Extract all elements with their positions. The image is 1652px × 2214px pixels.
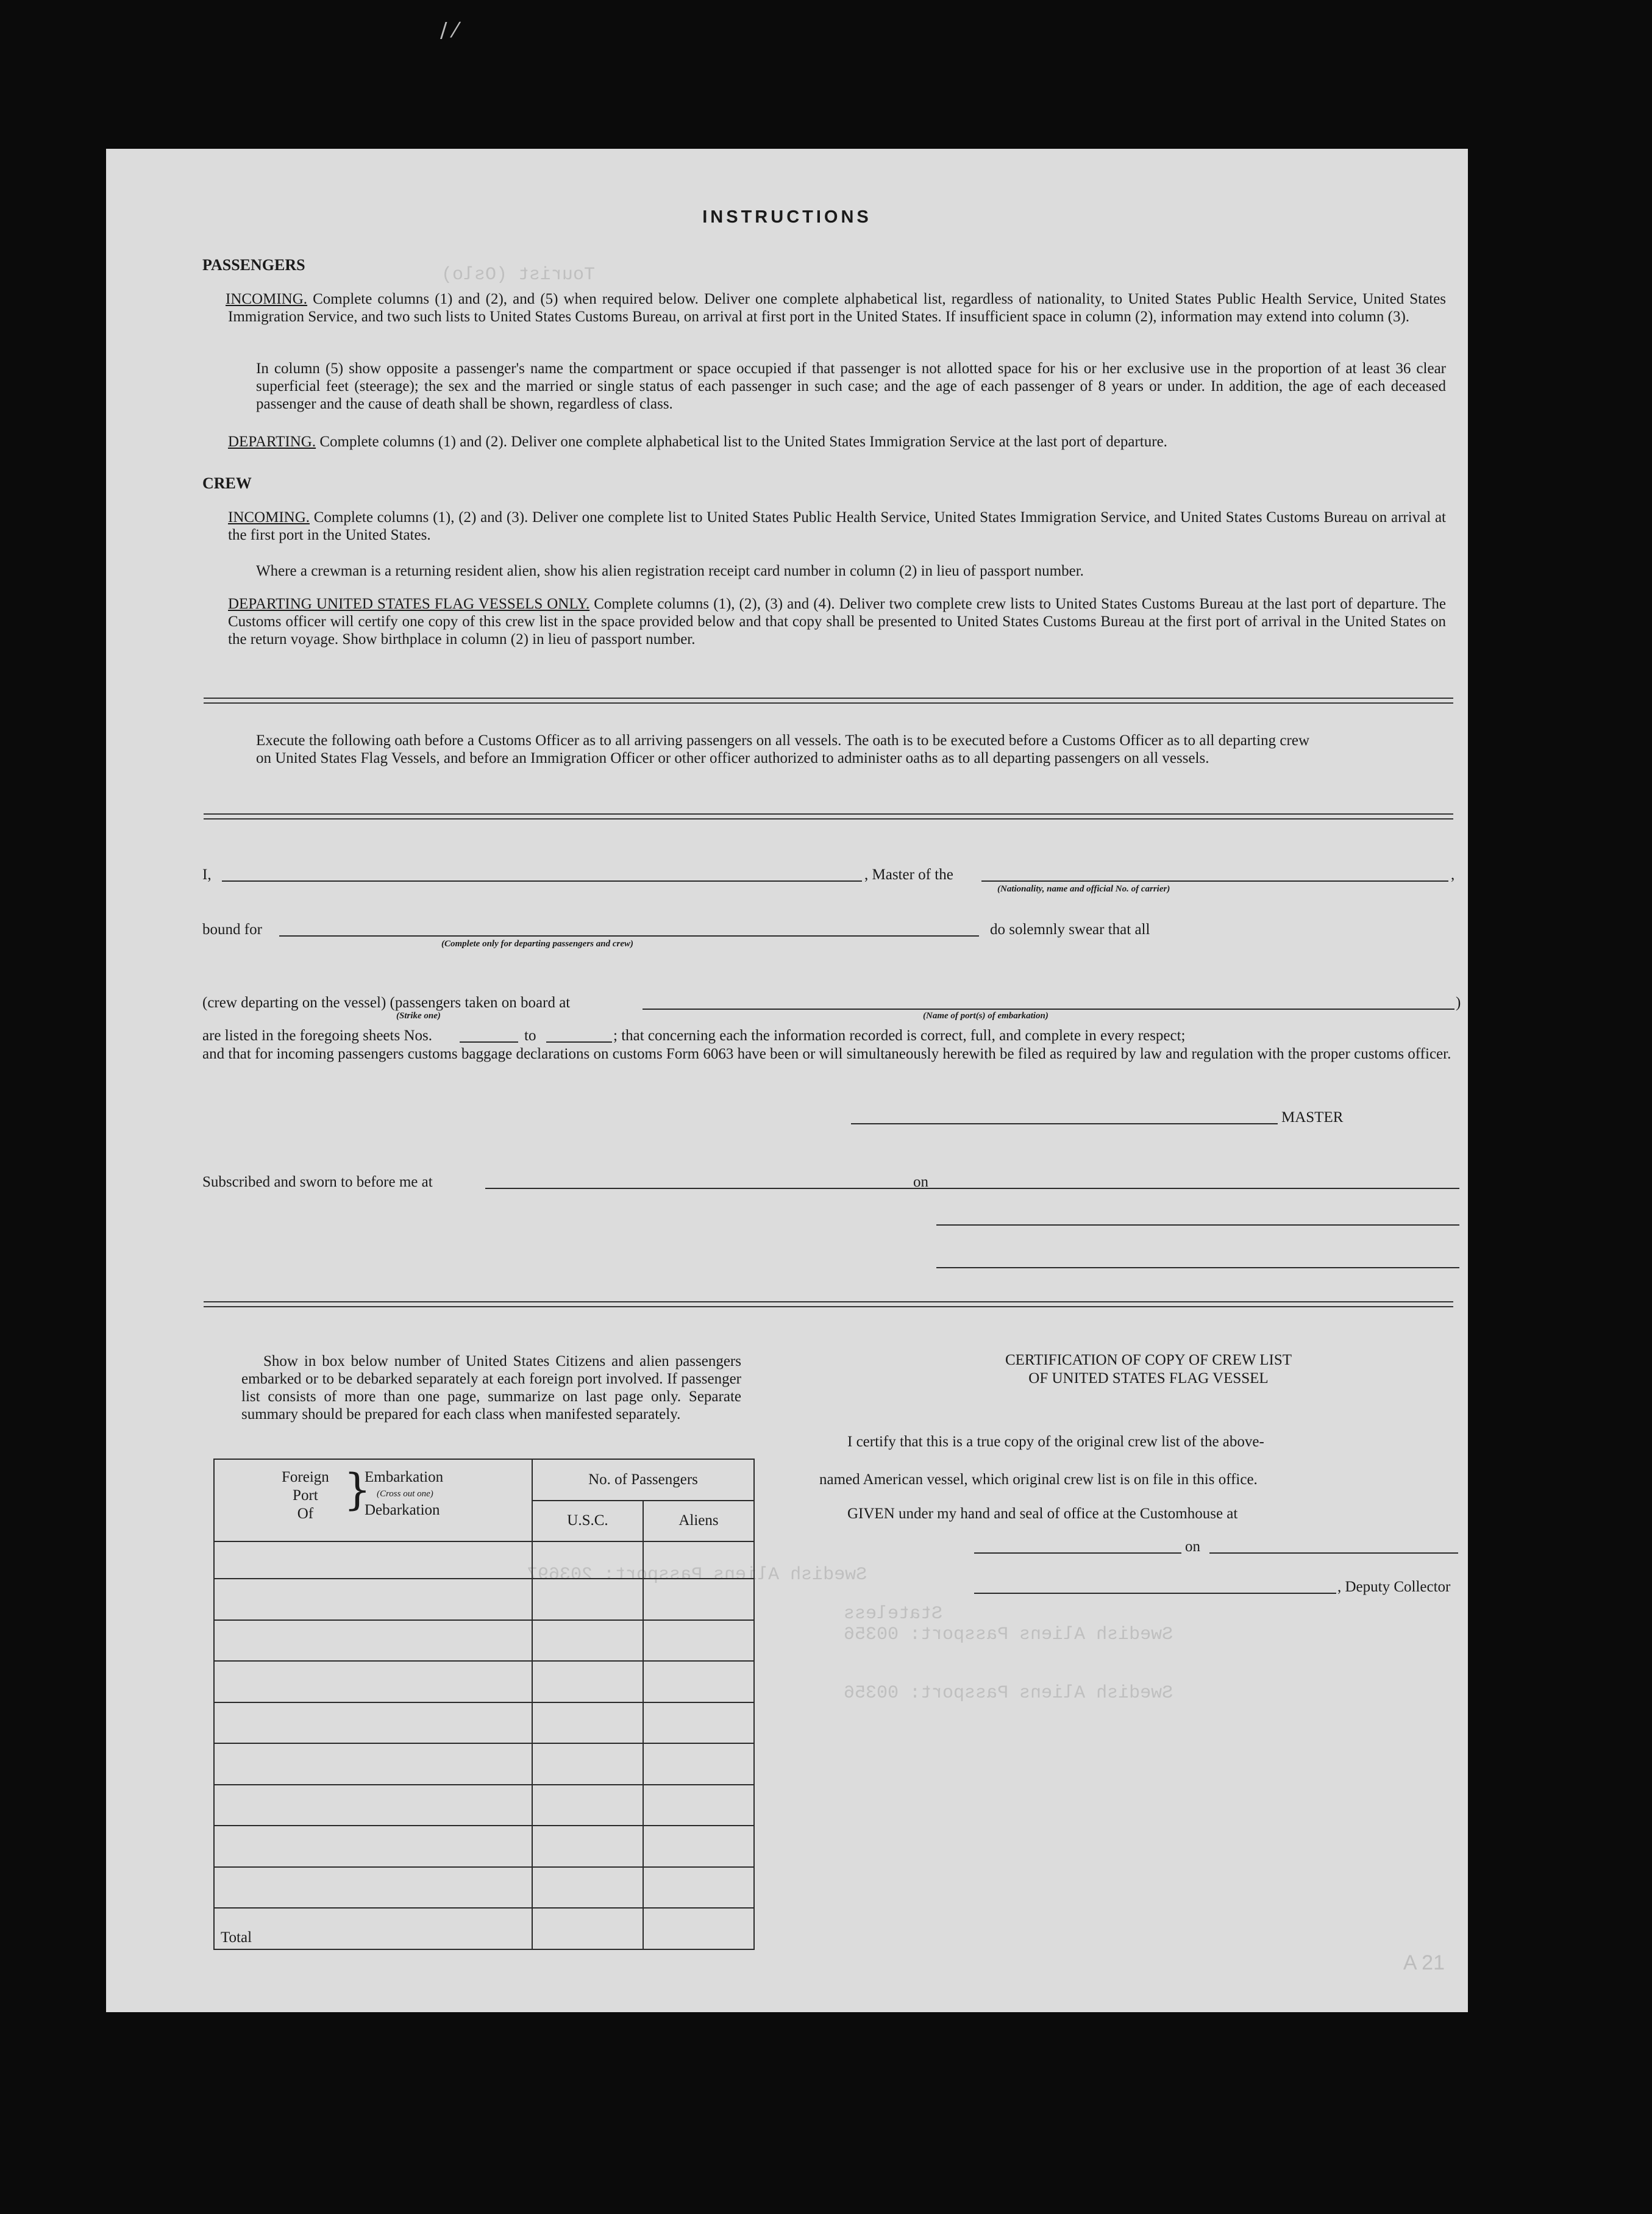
certification-heading-1: CERTIFICATION OF COPY OF CREW LIST xyxy=(1005,1352,1292,1368)
crew-departing-text: Complete columns (1), (2), (3) and (4). Deliver two complete crew lists to United States Customs Bureau at the last port of departure. The Customs officer will certify one copy of this crew list in the space provided below and that copy shall be presented to United States Customs Bureau at the first port of arrival in the United States on the return voyage. Show birthplace in column (2) in lieu of passport number. xyxy=(228,596,1447,648)
aliens-cell[interactable] xyxy=(643,1541,754,1579)
deputy-collector-signature-field[interactable] xyxy=(974,1593,1336,1594)
cross-out-caption: (Cross out one) xyxy=(377,1489,433,1499)
certify-line-1: I certify that this is a true copy of the original crew list of the above- xyxy=(847,1434,1264,1450)
officer-signature-field[interactable] xyxy=(936,1224,1459,1226)
carrier-caption: (Nationality, name and official No. of carrier) xyxy=(997,884,1170,894)
master-of-label: , Master of the xyxy=(864,866,953,883)
oath-i-label: I, xyxy=(202,866,212,883)
swear-text: do solemnly swear that all xyxy=(990,921,1150,938)
usc-cell[interactable] xyxy=(532,1541,643,1579)
sheet-to-field[interactable] xyxy=(546,1041,612,1043)
aliens-cell[interactable] xyxy=(643,1579,754,1620)
subscribed-label: Subscribed and sworn to before me at xyxy=(202,1174,433,1190)
bleed-through-text: Swedish Aliens Passport: 00356 xyxy=(844,1683,1173,1704)
aliens-cell[interactable] xyxy=(643,1661,754,1702)
master-label: MASTER xyxy=(1281,1109,1344,1126)
usc-cell[interactable] xyxy=(532,1867,643,1909)
passengers-incoming-paragraph xyxy=(228,290,1446,326)
declaration-text: and that for incoming passengers customs baggage declarations on customs Form 6063 have been or will simultaneously herewith be filed as required by law and regulation with the proper customs officer. xyxy=(202,1046,1451,1062)
usc-cell[interactable] xyxy=(532,1620,643,1662)
customhouse-field[interactable] xyxy=(974,1552,1181,1554)
crew-incoming-text: Complete columns (1), (2) and (3). Deliver one complete list to United States Public Health Service, United States Immigration Service, and United States Customs Bureau on arrival at the first port in the United States. xyxy=(228,509,1447,543)
certification-date-field[interactable] xyxy=(1209,1552,1458,1554)
usc-header: U.S.C. xyxy=(532,1501,643,1542)
debarkation-label: Debarkation xyxy=(365,1502,440,1518)
usc-cell[interactable] xyxy=(532,1743,643,1785)
port-label: Port xyxy=(293,1487,318,1504)
aliens-cell[interactable] xyxy=(643,1743,754,1785)
sheets-label: are listed in the foregoing sheets Nos. xyxy=(202,1027,432,1044)
embarkation-port-field[interactable] xyxy=(643,1009,1454,1010)
crew-heading: CREW xyxy=(202,474,252,492)
bleed-through-text: Swedish Aliens Passport: 00356 xyxy=(844,1624,1173,1645)
sheet-from-field[interactable] xyxy=(460,1041,518,1043)
bleed-through-text: Tourist (Oslo) xyxy=(441,265,596,285)
passengers-departing-text: Complete columns (1) and (2). Deliver one complete alphabetical list to the United States Immigration Service at the last port of departure. xyxy=(319,434,1167,450)
certify-line-2: named American vessel, which original crew list is on file in this office. xyxy=(819,1471,1258,1488)
aliens-cell[interactable] xyxy=(643,1785,754,1826)
embarkation-caption: (Name of port(s) of embarkation) xyxy=(923,1011,1049,1021)
usc-cell[interactable] xyxy=(532,1826,643,1867)
deputy-collector-label: , Deputy Collector xyxy=(1337,1579,1451,1595)
no-of-passengers-header: No. of Passengers xyxy=(532,1459,754,1501)
scan-mark: / ⁄ xyxy=(440,18,457,43)
port-cell[interactable] xyxy=(214,1826,532,1867)
sheets-text: ; that concerning each the information recorded is correct, full, and complete in every respect; xyxy=(613,1027,1186,1044)
certification-heading-2: OF UNITED STATES FLAG VESSEL xyxy=(1028,1370,1269,1387)
given-line: GIVEN under my hand and seal of office at the Customhouse at xyxy=(847,1505,1238,1522)
port-cell[interactable] xyxy=(214,1743,532,1785)
passengers-heading: PASSENGERS xyxy=(202,256,305,274)
foreign-label: Foreign xyxy=(282,1469,329,1485)
passengers-departing-paragraph xyxy=(228,433,1446,451)
passengers-incoming-text: Complete columns (1) and (2), and (5) when required below. Deliver one complete alphabetical list, regardless of nationality, to United States Public Health Service, United States Immigration Service, and two such lists to United States Customs Bureau, on arrival at first port in the United States. If insufficient space in column (2), information may extend into column (3). xyxy=(228,291,1446,325)
aliens-cell[interactable] xyxy=(643,1702,754,1744)
crew-incoming-paragraph xyxy=(228,509,1446,544)
aliens-total-cell[interactable] xyxy=(643,1908,754,1949)
crew-incoming-label: INCOMING. xyxy=(228,509,310,526)
usc-total-cell[interactable] xyxy=(532,1908,643,1949)
port-cell[interactable] xyxy=(214,1541,532,1579)
certification-on-label: on xyxy=(1185,1538,1200,1555)
passengers-incoming-label: INCOMING. xyxy=(226,291,308,307)
strike-one-caption: (Strike one) xyxy=(396,1011,441,1021)
usc-cell[interactable] xyxy=(532,1661,643,1702)
total-label: Total xyxy=(214,1908,532,1949)
usc-cell[interactable] xyxy=(532,1702,643,1744)
divider-rule xyxy=(204,813,1453,820)
aliens-cell[interactable] xyxy=(643,1826,754,1867)
crew-departing-paragraph xyxy=(228,595,1446,648)
passengers-column5-paragraph: In column (5) show opposite a passenger's name the compartment or space occupied if that passenger is not allotted space for his or her exclusive use in the proportion of at least 36 clear superficial feet (steerage); the sex and the married or single status of each passenger in such case; and the age of each passenger of 8 years or under. In addition, the age of each deceased passenger and the cause of death shall be shown, regardless of class. xyxy=(256,360,1446,412)
master-signature-field[interactable] xyxy=(851,1123,1278,1124)
sworn-location-field[interactable] xyxy=(485,1188,967,1189)
close-paren: ) xyxy=(1456,995,1461,1011)
passengers-departing-label: DEPARTING. xyxy=(228,434,316,450)
on-label: on xyxy=(913,1174,928,1190)
summary-instruction: Show in box below number of United States Citizens and alien passengers embarked or to be debarked separately at each foreign port involved. If passenger list consists of more than one page, summarize on last page only. Separate summary should be prepared for each class when manifested separately. xyxy=(241,1353,741,1423)
crew-departing-text: (crew departing on the vessel) (passengers taken on board at xyxy=(202,995,571,1011)
brace-glyph: } xyxy=(344,1465,371,1515)
port-cell[interactable] xyxy=(214,1661,532,1702)
port-cell[interactable] xyxy=(214,1785,532,1826)
comma: , xyxy=(1451,866,1455,883)
port-cell[interactable] xyxy=(214,1702,532,1744)
bound-for-label: bound for xyxy=(202,921,262,938)
crew-departing-label: DEPARTING UNITED STATES FLAG VESSELS ONLY. xyxy=(228,596,590,612)
bleed-through-page-number: A 21 xyxy=(1403,1951,1445,1974)
divider-rule xyxy=(204,1301,1453,1307)
carrier-field[interactable] xyxy=(981,880,1448,882)
divider-rule xyxy=(204,698,1453,704)
oath-instruction: Execute the following oath before a Customs Officer as to all arriving passengers on all vessels. The oath is to be executed before a Customs Officer as to all departing crew on United States Flag Vessels, and before an Immigration Officer or other officer authorized to administer oaths as to all departing passengers on all vessels. xyxy=(256,732,1309,766)
bound-for-field[interactable] xyxy=(279,935,979,937)
page-title: INSTRUCTIONS xyxy=(702,207,872,227)
sworn-date-field[interactable] xyxy=(936,1188,1459,1189)
usc-cell[interactable] xyxy=(532,1785,643,1826)
aliens-cell[interactable] xyxy=(643,1867,754,1909)
port-header-cell xyxy=(214,1459,532,1541)
passenger-summary-table xyxy=(213,1459,755,1950)
usc-cell[interactable] xyxy=(532,1579,643,1620)
port-cell[interactable] xyxy=(214,1867,532,1909)
master-name-field[interactable] xyxy=(222,880,862,882)
bound-for-caption: (Complete only for departing passengers and crew) xyxy=(441,939,633,949)
aliens-cell[interactable] xyxy=(643,1620,754,1662)
to-label: to xyxy=(524,1027,536,1044)
bleed-through-text: Swedish Aliens Passport: 203697 xyxy=(527,1565,867,1585)
aliens-header: Aliens xyxy=(643,1501,754,1542)
officer-title-field[interactable] xyxy=(936,1267,1459,1268)
document-page xyxy=(106,149,1468,2012)
crew-resident-paragraph: Where a crewman is a returning resident alien, show his alien registration receipt card number in column (2) in lieu of passport number. xyxy=(256,563,1084,579)
of-label: Of xyxy=(297,1505,314,1522)
port-cell[interactable] xyxy=(214,1620,532,1662)
port-cell[interactable] xyxy=(214,1579,532,1620)
bleed-through-text: Stateless xyxy=(844,1604,943,1624)
embarkation-label: Embarkation xyxy=(365,1469,444,1485)
